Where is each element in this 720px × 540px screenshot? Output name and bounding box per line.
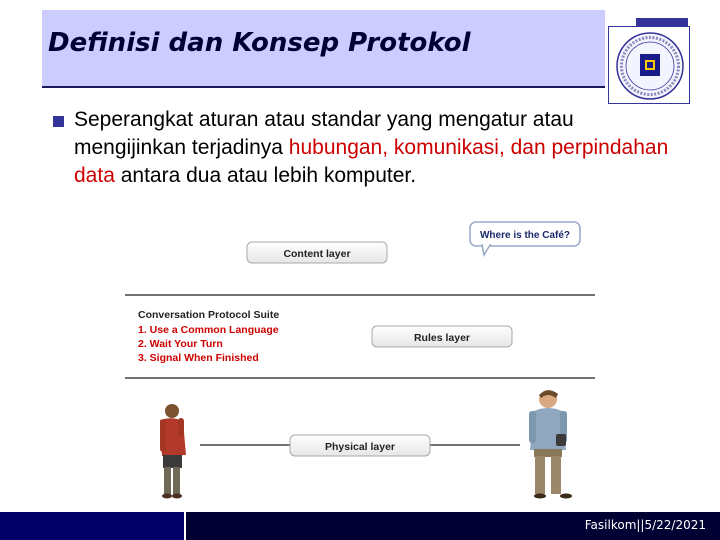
slide-title: Definisi dan Konsep Protokol [48, 28, 471, 58]
bullet-text-part2: antara dua atau lebih komputer. [114, 164, 417, 187]
rules-layer-label: Rules layer [413, 332, 471, 344]
content-layer-label: Content layer [283, 248, 351, 260]
rule-1: 1. Use a Common Language [138, 324, 279, 336]
physical-layer-label: Physical layer [324, 441, 396, 453]
bullet-text-part1: Seperangkat aturan atau standar yang mengatur atau mengijinkan terjadinya [74, 108, 574, 159]
content-layer-box [247, 242, 387, 263]
footer-text: Fasilkom||5/22/2021 [584, 518, 706, 532]
rule-2: 2. Wait Your Turn [138, 338, 223, 350]
person-right-icon [529, 390, 572, 499]
speech-bubble [470, 222, 580, 255]
rules-layer-box [372, 326, 512, 347]
physical-layer-box [290, 435, 430, 456]
suite-title: Conversation Protocol Suite [138, 309, 280, 321]
footer-left-block [0, 512, 186, 540]
rule-3: 3. Signal When Finished [138, 352, 259, 364]
speech-bubble-text: Where is the Café? [479, 230, 571, 241]
protocol-suite [138, 309, 279, 364]
person-left-icon [160, 404, 186, 499]
bullet-text-highlight: hubungan, komunikasi, dan perpindahan data [74, 136, 669, 187]
